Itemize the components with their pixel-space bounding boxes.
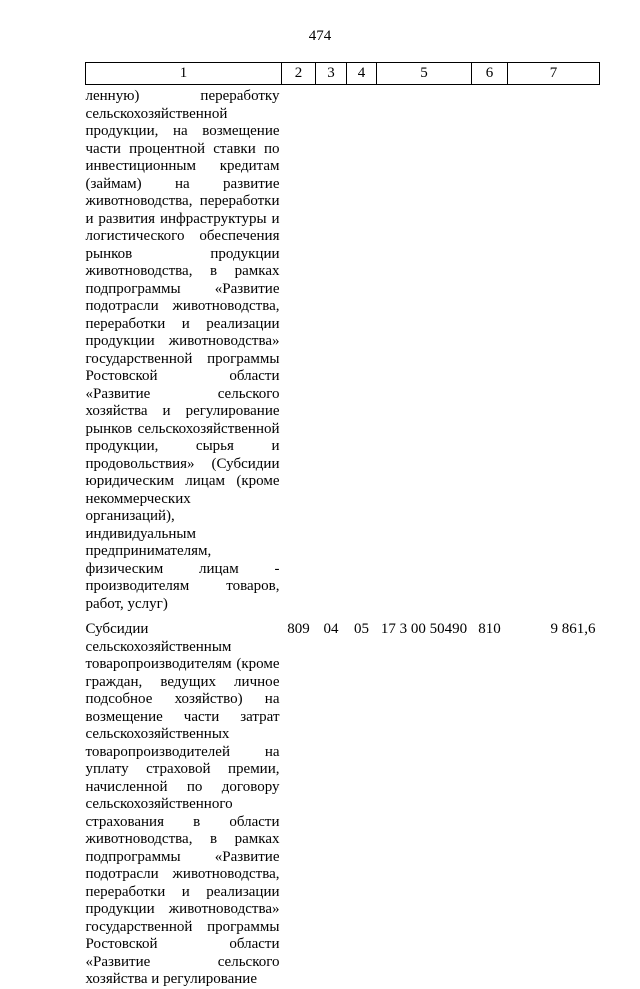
- amount-value: 9 861,6: [550, 621, 596, 637]
- column-header-1: 1: [86, 63, 282, 85]
- row-description: ленную) переработку сельскохозяйственной продукции, на возмещение части процентной ставки по инвестиционным кредитам (займам) на развитие животноводства, переработки и развития инфраструктуры и логистического обеспечения рынков продукции животноводства, в рамках подпрограммы «Развитие подотрасли животноводства, переработки и реализации продукции животноводства» государственной программы Ростовской области «Развитие сельского хозяйства и регулирование рынков сельскохозяйственной продукции, сырья и продовольствия» (Субсидии юридическим лицам (кроме некоммерческих организаций), индивидуальным предпринимателям, физическим лицам - производителям товаров, работ, услуг): [85, 88, 280, 612]
- section-code: 04: [323, 621, 339, 637]
- column-header-5: 5: [377, 63, 472, 85]
- subsection-code: 05: [354, 621, 369, 637]
- column-header-4: 4: [347, 63, 377, 85]
- column-header-6: 6: [472, 63, 508, 85]
- table-row: [86, 85, 600, 614]
- column-header-3: 3: [316, 63, 347, 85]
- target-article-code: 17 3 00 50490: [380, 621, 468, 637]
- column-header-7: 7: [508, 63, 600, 85]
- expense-type-code: 810: [478, 621, 501, 637]
- budget-table: [85, 62, 600, 989]
- page-number: 474: [308, 28, 332, 44]
- table-header-row: [86, 63, 600, 85]
- table-row: [86, 613, 600, 989]
- row-description: Субсидии сельскохозяйственным товаропроизводителям (кроме граждан, ведущих личное подсобное хозяйство) на возмещение части затрат сельскохозяйственных товаропроизводителей на уплату страховой премии, начисленной по договору сельскохозяйственного страхования в области животноводства, в рамках подпрограммы «Развитие подотрасли животноводства, переработки и реализации продукции животноводства» государственной программы Ростовской области «Развитие сельского хозяйства и регулирование: [85, 621, 280, 987]
- column-header-2: 2: [282, 63, 316, 85]
- ministry-code: 809: [287, 621, 310, 637]
